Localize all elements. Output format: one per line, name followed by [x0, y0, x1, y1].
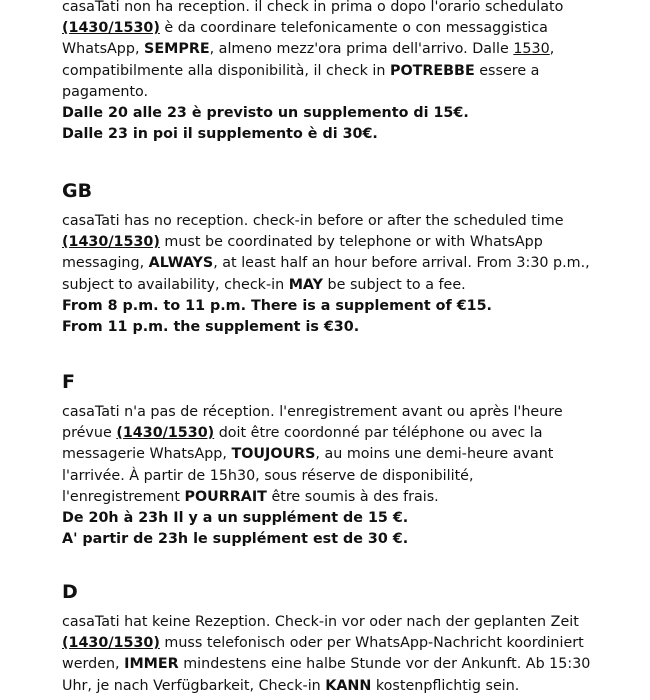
emphasis-always: ALWAYS — [148, 255, 214, 272]
paragraph-line: (1430/1530) must be coordinated by telephone or with WhatsApp — [62, 234, 543, 251]
emphasis-may: POURRAIT — [184, 488, 267, 505]
emphasis-always: TOUJOURS — [231, 446, 316, 463]
paragraph-line: (1430/1530) muss telefonisch oder per WhatsApp-Nachricht koordiniert — [62, 635, 584, 652]
paragraph-line: Uhr, je nach Verfügbarkeit, Check-in KANN kostenpflichtig sein. — [62, 677, 520, 694]
time-1530: 1530 — [513, 41, 550, 58]
paragraph-line: casaTati hat keine Rezeption. Check-in vor oder nach der geplanten Zeit — [62, 614, 579, 630]
italian-section — [62, 0, 563, 145]
english-section — [62, 180, 590, 338]
scheduled-time: (1430/1530) — [62, 234, 160, 251]
paragraph-line: (1430/1530) è da coordinare telefonicamente o con messaggistica — [62, 20, 548, 37]
paragraph-line: WhatsApp, SEMPRE, almeno mezz'ora prima dell'arrivo. Dalle 1530, — [62, 41, 555, 58]
paragraph-line: l'enregistrement POURRAIT être soumis à des frais. — [62, 488, 439, 505]
section-heading: D — [62, 581, 78, 603]
paragraph-line: casaTati n'a pas de réception. l'enregistrement avant ou après l'heure — [62, 404, 563, 420]
french-paragraph — [62, 402, 563, 550]
supplement-line: A' partir de 23h le supplément est de 30 €. — [62, 531, 409, 548]
supplement-line: Dalle 23 in poi il supplemento è di 30€. — [62, 126, 378, 143]
emphasis-may: POTREBBE — [389, 62, 475, 79]
french-section — [62, 371, 563, 550]
paragraph-line: messagerie WhatsApp, TOUJOURS, au moins une demi-heure avant — [62, 446, 554, 463]
supplement-line: Dalle 20 alle 23 è previsto un supplemento di 15€. — [62, 105, 469, 122]
supplement-line: From 11 p.m. the supplement is €30. — [62, 319, 360, 336]
scheduled-time: (1430/1530) — [62, 635, 160, 652]
paragraph-line: subject to availability, check-in MAY be subject to a fee. — [62, 276, 466, 293]
paragraph-line: l'arrivée. À partir de 15h30, sous réserve de disponibilité, — [62, 467, 474, 484]
paragraph-line: werden, IMMER mindestens eine halbe Stunde vor der Ankunft. Ab 15:30 — [62, 656, 591, 673]
supplement-line: De 20h à 23h Il y a un supplément de 15 €. — [62, 510, 409, 527]
paragraph-line: compatibilmente alla disponibilità, il check in POTREBBE essere a — [62, 62, 540, 79]
emphasis-may: MAY — [288, 276, 323, 293]
section-heading: F — [62, 371, 75, 393]
scheduled-time: (1430/1530) — [116, 425, 215, 442]
paragraph-line: pagamento. — [62, 83, 149, 100]
supplement-line: From 8 p.m. to 11 p.m. There is a supplement of €15. — [62, 297, 492, 314]
paragraph-line: messaging, ALWAYS, at least half an hour before arrival. From 3:30 p.m., — [62, 255, 590, 272]
section-heading: GB — [62, 180, 93, 202]
emphasis-may: KANN — [325, 677, 372, 694]
paragraph-line: casaTati has no reception. check-in before or after the scheduled time — [62, 213, 564, 229]
german-section — [62, 581, 590, 697]
emphasis-always: IMMER — [124, 656, 179, 673]
paragraph-line: casaTati non ha reception. il check in prima o dopo l'orario schedulato — [62, 0, 564, 15]
german-paragraph — [62, 612, 590, 697]
emphasis-always: SEMPRE — [144, 41, 210, 58]
scheduled-time: (1430/1530) — [62, 20, 160, 37]
english-paragraph — [62, 211, 590, 338]
italian-paragraph — [62, 0, 563, 145]
paragraph-line: prévue (1430/1530) doit être coordonné par téléphone ou avec la — [62, 425, 543, 442]
